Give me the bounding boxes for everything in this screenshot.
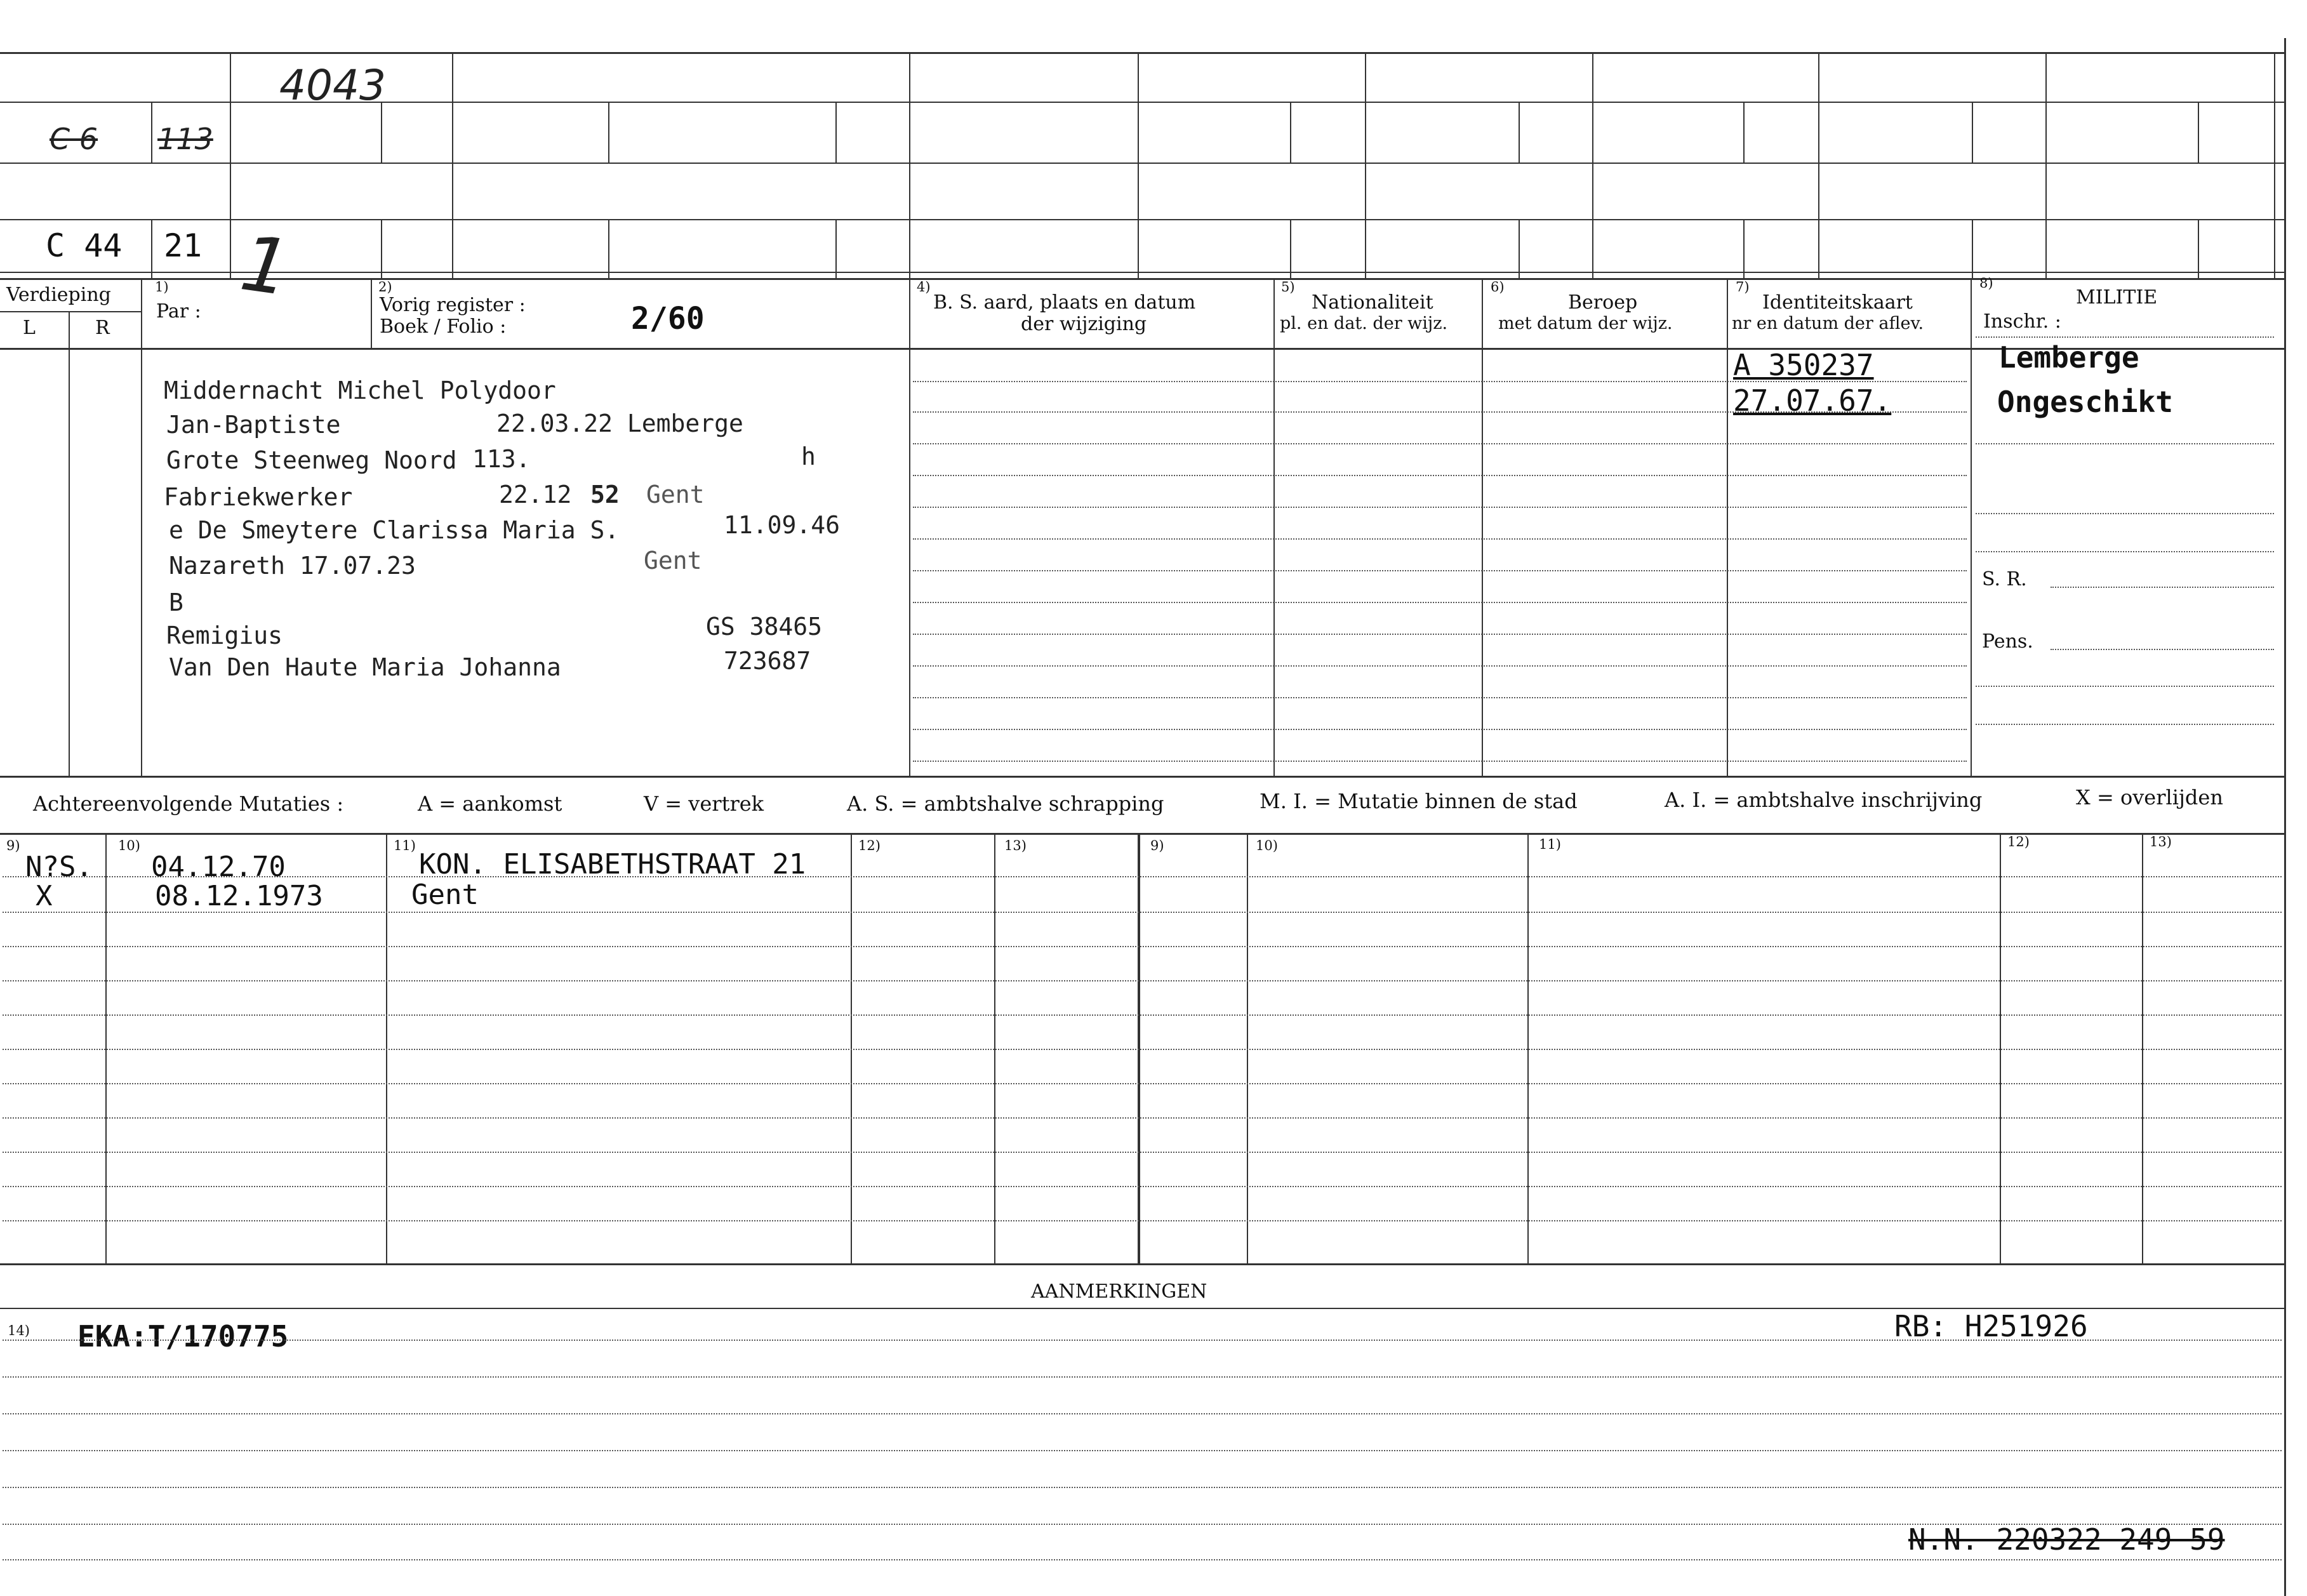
remarks-title: AANMERKINGEN: [1031, 1280, 1207, 1303]
id-card-number: A 350237: [1733, 348, 1874, 382]
mut-header-12b: 12): [2007, 834, 2030, 849]
id-card-date: 27.07.67.: [1733, 383, 1892, 418]
legend-item-5: A. I. = ambtshalve inschrijving: [1665, 788, 1983, 812]
person-line-3: Grote Steenweg Noord: [166, 446, 457, 474]
header-vorig-register: Vorig register :: [380, 294, 526, 316]
person-line-4: Fabriekwerker: [164, 483, 353, 511]
mut-header-13a: 13): [1004, 838, 1027, 853]
legend-item-2: V = vertrek: [644, 792, 764, 816]
header-nationaliteit-1: Nationaliteit: [1312, 291, 1433, 314]
remarks-number: 14): [8, 1323, 30, 1338]
header-inschr: Inschr. :: [1983, 310, 2061, 333]
job-year: 52: [590, 481, 620, 509]
header-beroep-2: met datum der wijz.: [1498, 314, 1673, 333]
gs-number-2: 723687: [724, 647, 811, 675]
person-line-8: Remigius: [166, 622, 283, 649]
header-num-6: 6): [1491, 279, 1505, 295]
header-num-5: 5): [1281, 279, 1295, 295]
header-num-7: 7): [1736, 279, 1750, 295]
par-mark: 1: [235, 219, 296, 314]
mut-header-12a: 12): [858, 838, 881, 853]
boek-folio-value: 2/60: [631, 301, 705, 336]
mut-header-10b: 10): [1256, 838, 1278, 853]
header-bs-1: B. S. aard, plaats en datum: [933, 291, 1196, 314]
house-number: 113.: [472, 445, 531, 473]
mutation-date: 04.12.70: [151, 851, 286, 883]
header-num-8: 8): [1979, 276, 1993, 291]
old-ref-1: C 6: [50, 122, 98, 156]
new-ref-1: C 44: [46, 227, 123, 264]
marriage-place: Gent: [644, 547, 702, 575]
mutation-date: 08.12.1973: [155, 880, 323, 912]
mut-header-9a: 9): [6, 838, 20, 853]
mutation-code: X: [36, 880, 53, 912]
header-bs-2: der wijziging: [1021, 313, 1147, 335]
header-verdieping: Verdieping: [6, 284, 111, 306]
nn-ref: N.N. 220322 249 59: [1908, 1522, 2225, 1557]
header-identiteitskaart-2: nr en datum der aflev.: [1732, 314, 1924, 333]
header-pens: Pens.: [1982, 630, 2033, 653]
new-ref-2: 21: [164, 227, 203, 264]
legend-item-4: M. I. = Mutatie binnen de stad: [1260, 789, 1578, 813]
gs-number: GS 38465: [706, 613, 823, 641]
person-line-9: Van Den Haute Maria Johanna: [169, 653, 561, 681]
person-line-2: Jan-Baptiste: [166, 411, 341, 439]
header-num-1: 1): [155, 279, 169, 295]
old-ref-2: 113: [157, 122, 213, 156]
mut-header-11b: 11): [1539, 837, 1561, 852]
mut-header-9b: 9): [1150, 838, 1164, 853]
header-sr: S. R.: [1982, 568, 2027, 590]
person-line-5: e De Smeytere Clarissa Maria S.: [169, 516, 620, 544]
mutation-address: Gent: [411, 879, 479, 911]
legend-title: Achtereenvolgende Mutaties :: [33, 792, 344, 816]
header-l: L: [23, 317, 36, 339]
h-mark: h: [801, 442, 816, 470]
marriage-date: 11.09.46: [724, 511, 841, 539]
legend-item-3: A. S. = ambtshalve schrapping: [847, 792, 1164, 816]
person-line-7: B: [169, 589, 183, 616]
birth-date: 22.03.22 Lemberge: [496, 409, 743, 437]
header-num-4: 4): [917, 279, 931, 295]
mut-header-13b: 13): [2150, 834, 2172, 849]
header-identiteitskaart-1: Identiteitskaart: [1762, 291, 1913, 314]
job-date: 22.12: [499, 481, 572, 509]
mutation-code: N?S.: [25, 851, 93, 883]
mutation-address: KON. ELISABETHSTRAAT 21: [419, 848, 806, 881]
header-boek-folio: Boek / Folio :: [380, 316, 507, 338]
rb-ref: RB: H251926: [1894, 1309, 2088, 1343]
legend-item-1: A = aankomst: [418, 792, 562, 816]
militie-status: Ongeschikt: [1997, 385, 2173, 419]
person-line-6: Nazareth 17.07.23: [169, 552, 416, 580]
header-militie: MILITIE: [2076, 286, 2158, 309]
mut-header-11a: 11): [394, 838, 416, 853]
header-beroep-1: Beroep: [1568, 291, 1638, 314]
job-place: Gent: [646, 481, 705, 509]
person-line-1: Middernacht Michel Polydoor: [164, 376, 556, 404]
dossier-number: 4043: [279, 61, 386, 110]
mut-header-10a: 10): [118, 838, 140, 853]
header-num-2: 2): [378, 279, 392, 295]
legend-item-6: X = overlijden: [2076, 785, 2223, 809]
header-par: Par :: [156, 300, 201, 323]
eka-ref: EKA:T/170775: [77, 1319, 289, 1353]
header-r: R: [95, 317, 110, 339]
militie-place: Lemberge: [1998, 340, 2139, 375]
header-nationaliteit-2: pl. en dat. der wijz.: [1280, 314, 1448, 333]
